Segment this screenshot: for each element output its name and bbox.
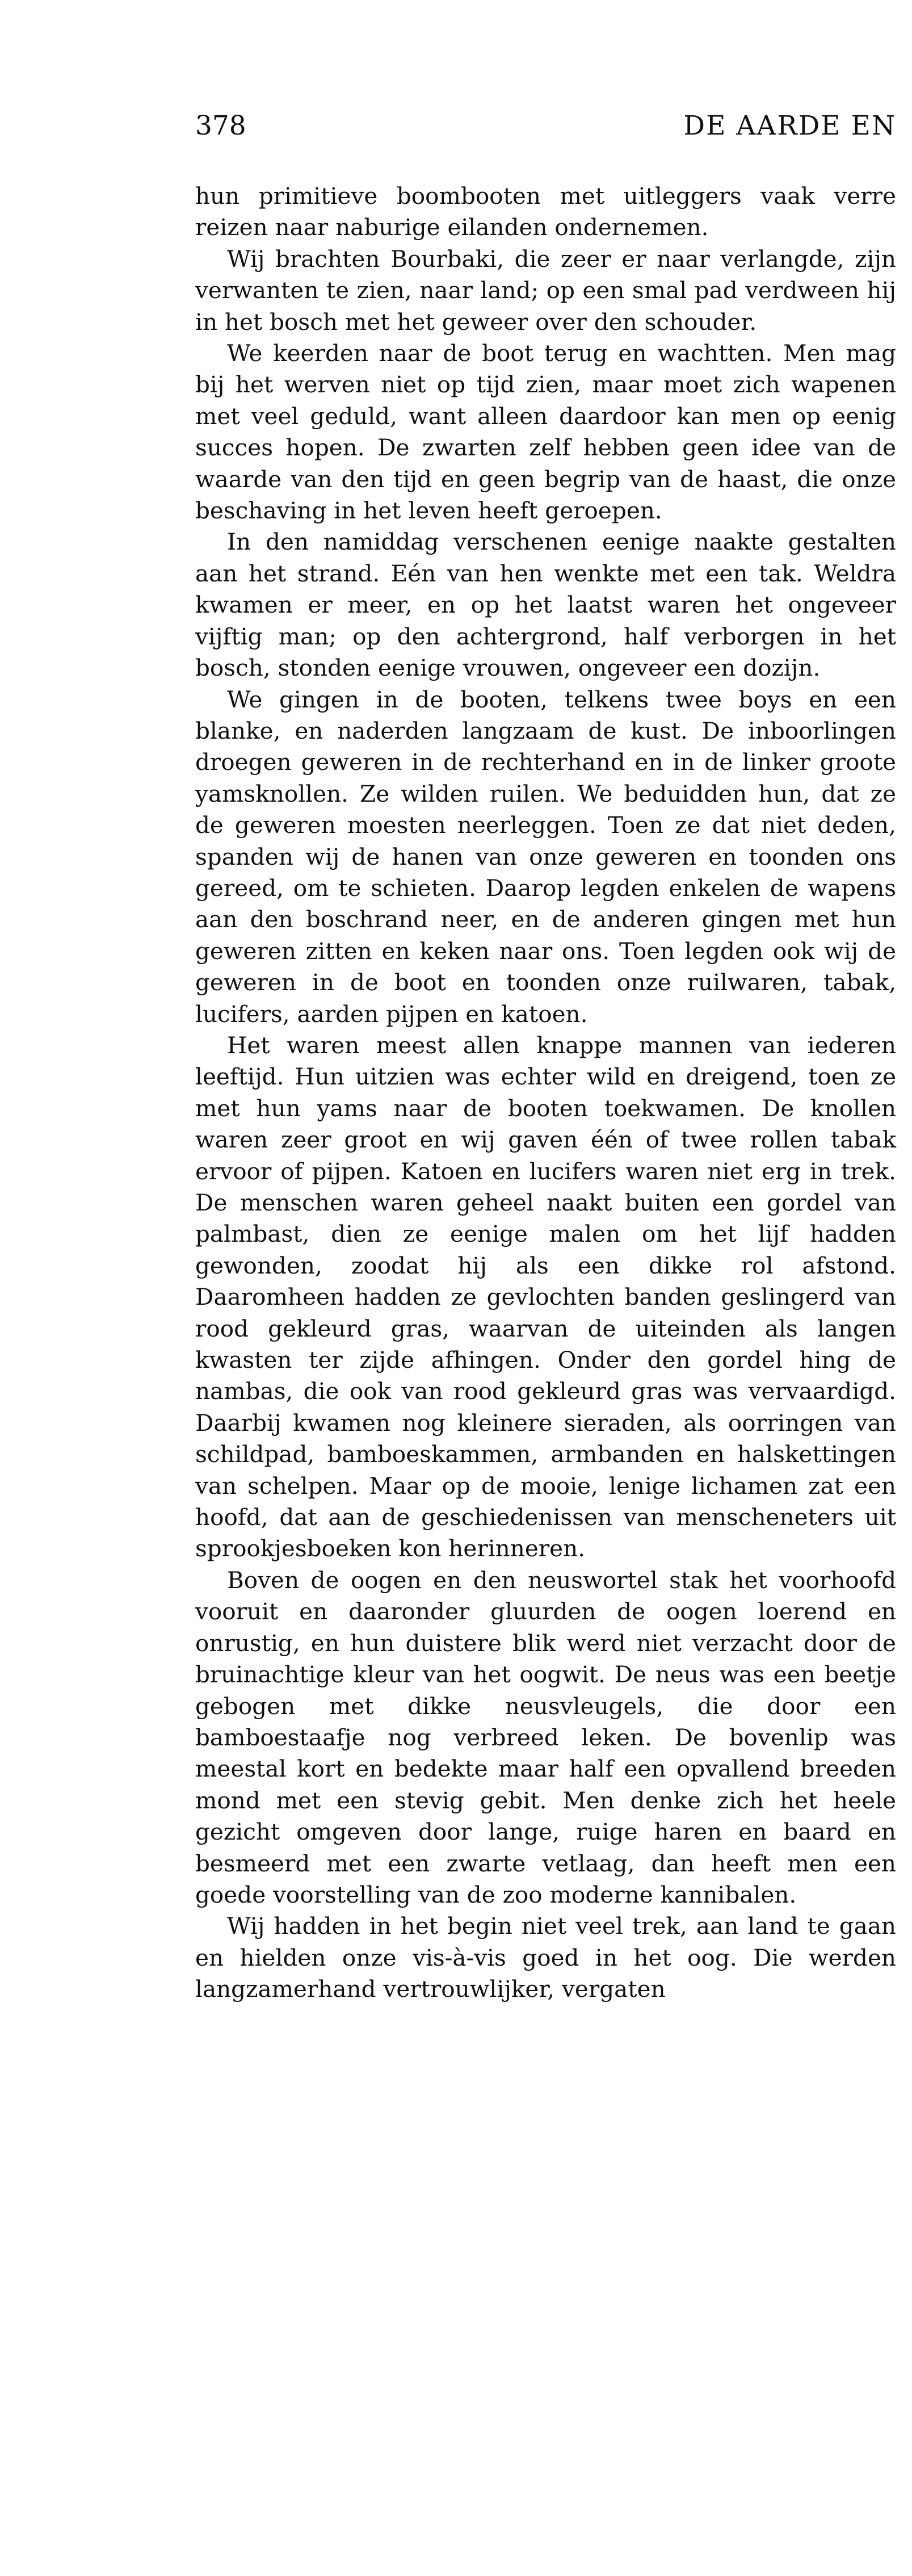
running-head: DE AARDE EN — [683, 110, 896, 141]
paragraph-3: We keerden naar de boot terug en wachtten. Men mag bij het werven niet op tijd zien, maar moet zich wapenen met veel geduld, want alleen daardoor kan men op eenig succes hopen. De zwarten zelf hebben geen idee van de waarde van den tijd en geen begrip van de haast, die onze beschaving in het leven heeft geroepen. — [195, 340, 896, 525]
page-number: 378 — [195, 110, 246, 141]
paragraph-6: Het waren meest allen knappe mannen van iederen leeftijd. Hun uitzien was echter wild en dreigend, toen ze met hun yams naar de booten toekwamen. De knollen waren zeer groot en wij gaven één of twee rollen tabak ervoor of pijpen. Katoen en lucifers waren niet erg in trek. De menschen waren geheel naakt buiten een gordel van palmbast, dien ze eenige malen om het lijf hadden gewonden, zoodat hij als een dikke rol afstond. Daaromheen hadden ze gevlochten banden geslingerd van rood gekleurd gras, waarvan de uiteinden als langen kwasten ter zijde afhingen. Onder den gordel hing de nambas, die ook van rood gekleurd gras was vervaardigd. Daarbij kwamen nog kleinere sieraden, als oorringen van schildpad, bamboeskammen, armbanden en halskettingen van schelpen. Maar op de mooie, lenige lichamen zat een hoofd, dat aan de geschiedenissen van menscheneters uit sprookjesboeken kon herinneren. — [195, 1031, 896, 1563]
paragraph-8: Wij hadden in het begin niet veel trek, aan land te gaan en hielden onze vis-à-vis goed in het oog. Die werden langzamerhand vertrouwlijker, vergaten — [195, 1912, 896, 2003]
paragraph-5: We gingen in de booten, telkens twee boys en een blanke, en naderden langzaam de kust. De inboorlingen droegen geweren in de rechterhand en in de linker groote yamsknollen. Ze wilden ruilen. We beduidden hun, dat ze de geweren moesten neerleggen. Toen ze dat niet deden, spanden wij de hanen van onze geweren en toonden ons gereed, om te schieten. Daarop legden enkelen de wapens aan den boschrand neer, en de anderen gingen met hun geweren zitten en keken naar ons. Toen legden ook wij de geweren in de boot en toonden onze ruilwaren, tabak, lucifers, aarden pijpen en katoen. — [195, 685, 896, 1028]
paragraph-7: Boven de oogen en den neuswortel stak het voorhoofd vooruit en daaronder gluurden de oogen loerend en onrustig, en hun duistere blik werd niet verzacht door de bruinachtige kleur van het oogwit. De neus was een beetje gebogen met dikke neusvleugels, die door een bamboestaafje nog verbreed leken. De bovenlip was meestal kort en bedekte maar half een opvallend breeden mond met een stevig gebit. Men denke zich het heele gezicht omgeven door lange, ruige haren en baard en besmeerd met een zwarte vetlaag, dan heeft men een goede voorstelling van de zoo moderne kannibalen. — [195, 1566, 896, 1908]
paragraph-4: In den namiddag verschenen eenige naakte gestalten aan het strand. Eén van hen wenkte met een tak. Weldra kwamen er meer, en op het laatst waren het ongeveer vijftig man; op den achtergrond, half verborgen in het bosch, stonden eenige vrouwen, ongeveer een dozijn. — [195, 528, 896, 682]
paragraph-1: hun primitieve boombooten met uitleggers vaak verre reizen naar naburige eilanden ondernemen. — [195, 182, 896, 241]
body-text — [195, 181, 896, 2005]
paragraph-2: Wij brachten Bourbaki, die zeer er naar verlangde, zijn verwanten te zien, naar land; op een smal pad verdween hij in het bosch met het geweer over den schouder. — [195, 245, 896, 336]
page-header — [195, 109, 896, 143]
